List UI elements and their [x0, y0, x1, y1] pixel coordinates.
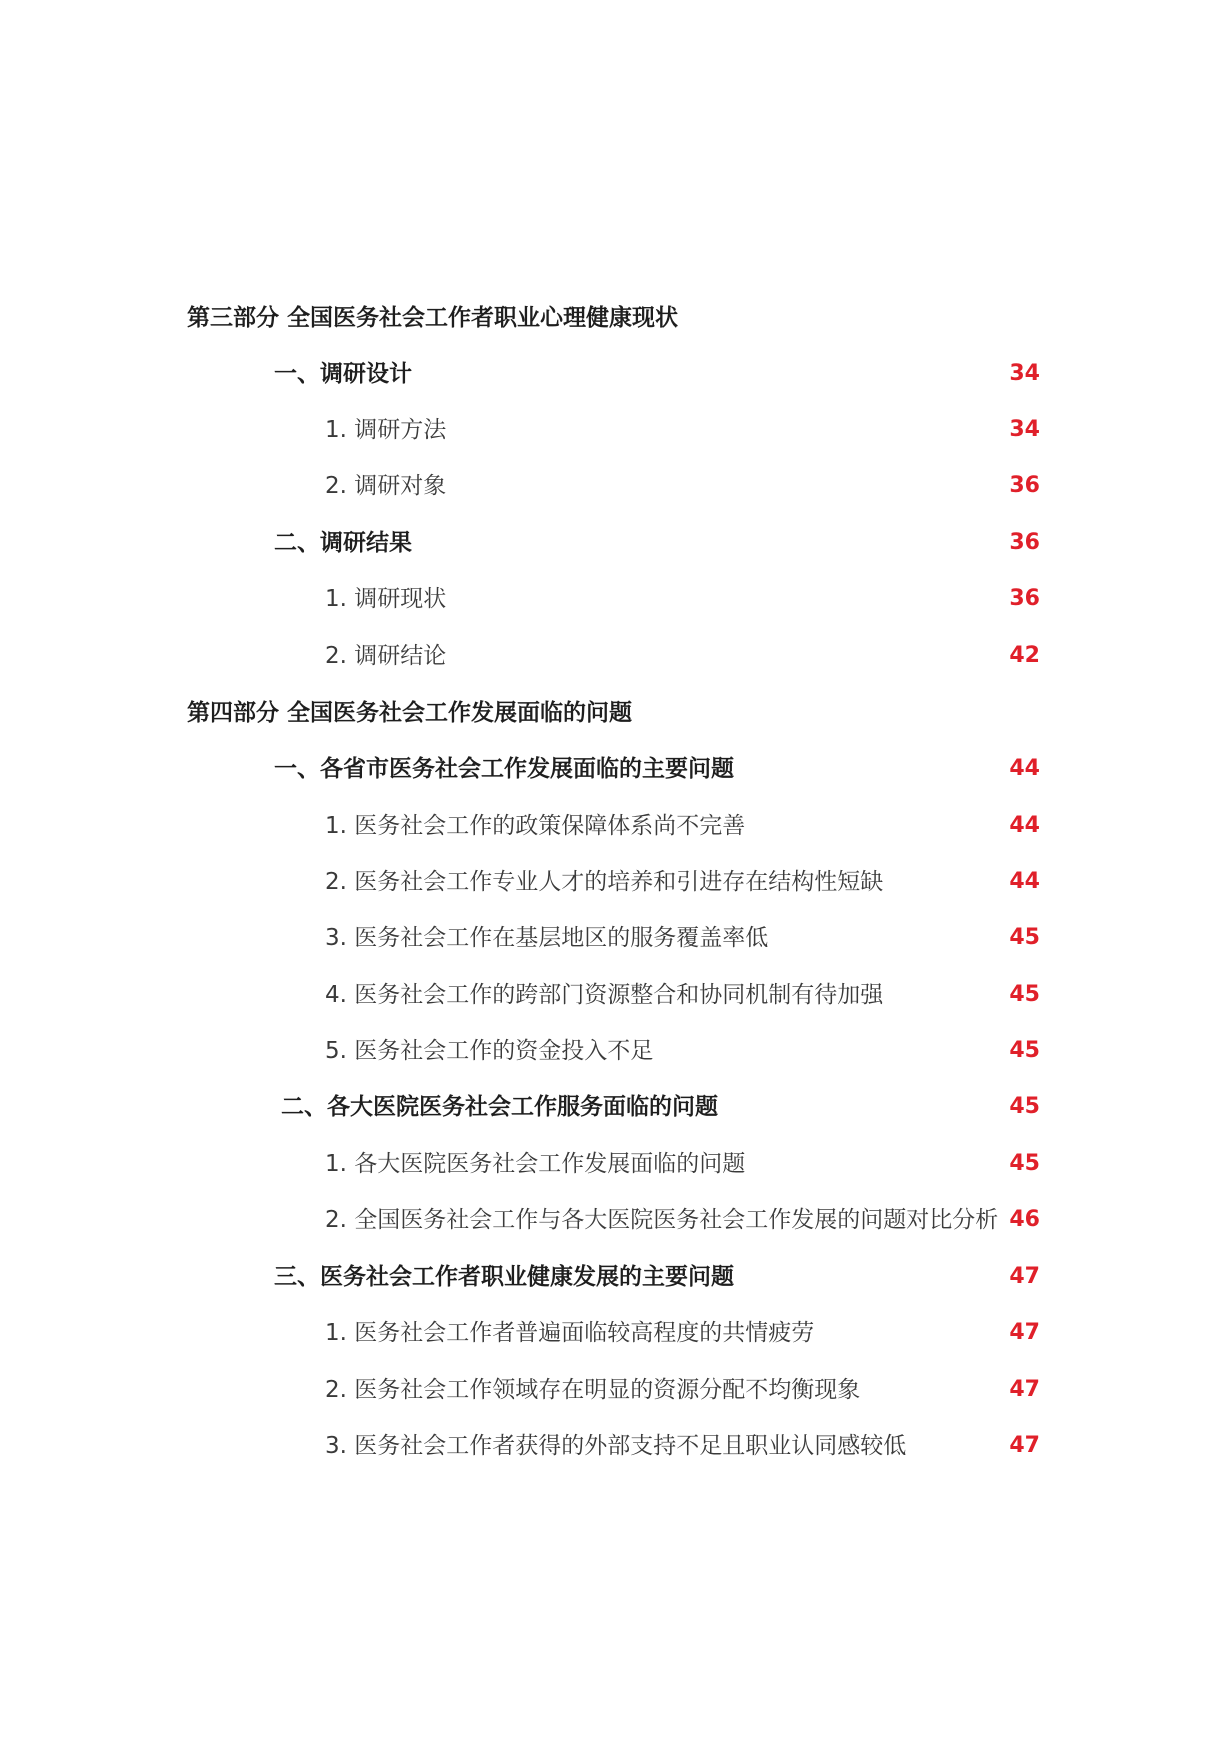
- toc-item-entry[interactable]: [0, 975, 1221, 1015]
- page-number: 36: [1009, 586, 1040, 611]
- section-title: 一、各省市医务社会工作发展面临的主要问题: [274, 756, 734, 782]
- toc-section-entry[interactable]: [0, 523, 1221, 563]
- section-title: 一、调研设计: [274, 361, 412, 387]
- page-number: 44: [1009, 869, 1040, 894]
- toc-item-entry[interactable]: [0, 862, 1221, 902]
- page-number: 45: [1009, 925, 1040, 950]
- item-title: 3. 医务社会工作者获得的外部支持不足且职业认同感较低: [325, 1433, 907, 1459]
- item-title: 2. 全国医务社会工作与各大医院医务社会工作发展的问题对比分析: [325, 1207, 999, 1233]
- toc-item-entry[interactable]: [0, 636, 1221, 676]
- page-number: 36: [1009, 530, 1040, 555]
- toc-section-entry[interactable]: [0, 354, 1221, 394]
- section-title: 三、医务社会工作者职业健康发展的主要问题: [274, 1264, 734, 1290]
- page-number: 47: [1009, 1433, 1040, 1458]
- toc-item-entry[interactable]: [0, 410, 1221, 450]
- page-number: 44: [1009, 756, 1040, 781]
- toc-item-entry[interactable]: [0, 1144, 1221, 1184]
- item-title: 2. 调研对象: [325, 473, 447, 499]
- page-number: 34: [1009, 361, 1040, 386]
- toc-item-entry[interactable]: [0, 918, 1221, 958]
- page-number: 36: [1009, 473, 1040, 498]
- page-number: 46: [1009, 1207, 1040, 1232]
- toc-item-entry[interactable]: [0, 579, 1221, 619]
- item-title: 1. 调研现状: [325, 586, 447, 612]
- page-number: 47: [1009, 1320, 1040, 1345]
- toc-part-heading: [0, 298, 1221, 338]
- toc-item-entry[interactable]: [0, 466, 1221, 506]
- toc-item-entry[interactable]: [0, 806, 1221, 846]
- page-number: 45: [1009, 1151, 1040, 1176]
- item-title: 4. 医务社会工作的跨部门资源整合和协同机制有待加强: [325, 982, 884, 1008]
- item-title: 1. 医务社会工作者普遍面临较高程度的共情疲劳: [325, 1320, 815, 1346]
- toc-part-heading: [0, 693, 1221, 733]
- toc-item-entry[interactable]: [0, 1426, 1221, 1466]
- section-title: 二、各大医院医务社会工作服务面临的问题: [281, 1094, 718, 1120]
- page-number: 44: [1009, 813, 1040, 838]
- toc-section-entry[interactable]: [0, 1257, 1221, 1297]
- toc-section-entry[interactable]: [0, 1087, 1221, 1127]
- item-title: 1. 医务社会工作的政策保障体系尚不完善: [325, 813, 746, 839]
- page-number: 45: [1009, 982, 1040, 1007]
- item-title: 2. 调研结论: [325, 643, 447, 669]
- item-title: 2. 医务社会工作专业人才的培养和引进存在结构性短缺: [325, 869, 884, 895]
- toc-item-entry[interactable]: [0, 1031, 1221, 1071]
- page-number: 34: [1009, 417, 1040, 442]
- item-title: 1. 各大医院医务社会工作发展面临的问题: [325, 1151, 746, 1177]
- item-title: 5. 医务社会工作的资金投入不足: [325, 1038, 654, 1064]
- page-number: 47: [1009, 1264, 1040, 1289]
- part-title: 第三部分 全国医务社会工作者职业心理健康现状: [187, 305, 679, 331]
- page-number: 47: [1009, 1377, 1040, 1402]
- page-number: 45: [1009, 1038, 1040, 1063]
- part-title: 第四部分 全国医务社会工作发展面临的问题: [187, 700, 633, 726]
- toc-item-entry[interactable]: [0, 1200, 1221, 1240]
- toc-section-entry[interactable]: [0, 749, 1221, 789]
- toc-item-entry[interactable]: [0, 1370, 1221, 1410]
- section-title: 二、调研结果: [274, 530, 412, 556]
- item-title: 3. 医务社会工作在基层地区的服务覆盖率低: [325, 925, 769, 951]
- item-title: 2. 医务社会工作领域存在明显的资源分配不均衡现象: [325, 1377, 861, 1403]
- page-number: 45: [1009, 1094, 1040, 1119]
- page-number: 42: [1009, 643, 1040, 668]
- item-title: 1. 调研方法: [325, 417, 447, 443]
- toc-item-entry[interactable]: [0, 1313, 1221, 1353]
